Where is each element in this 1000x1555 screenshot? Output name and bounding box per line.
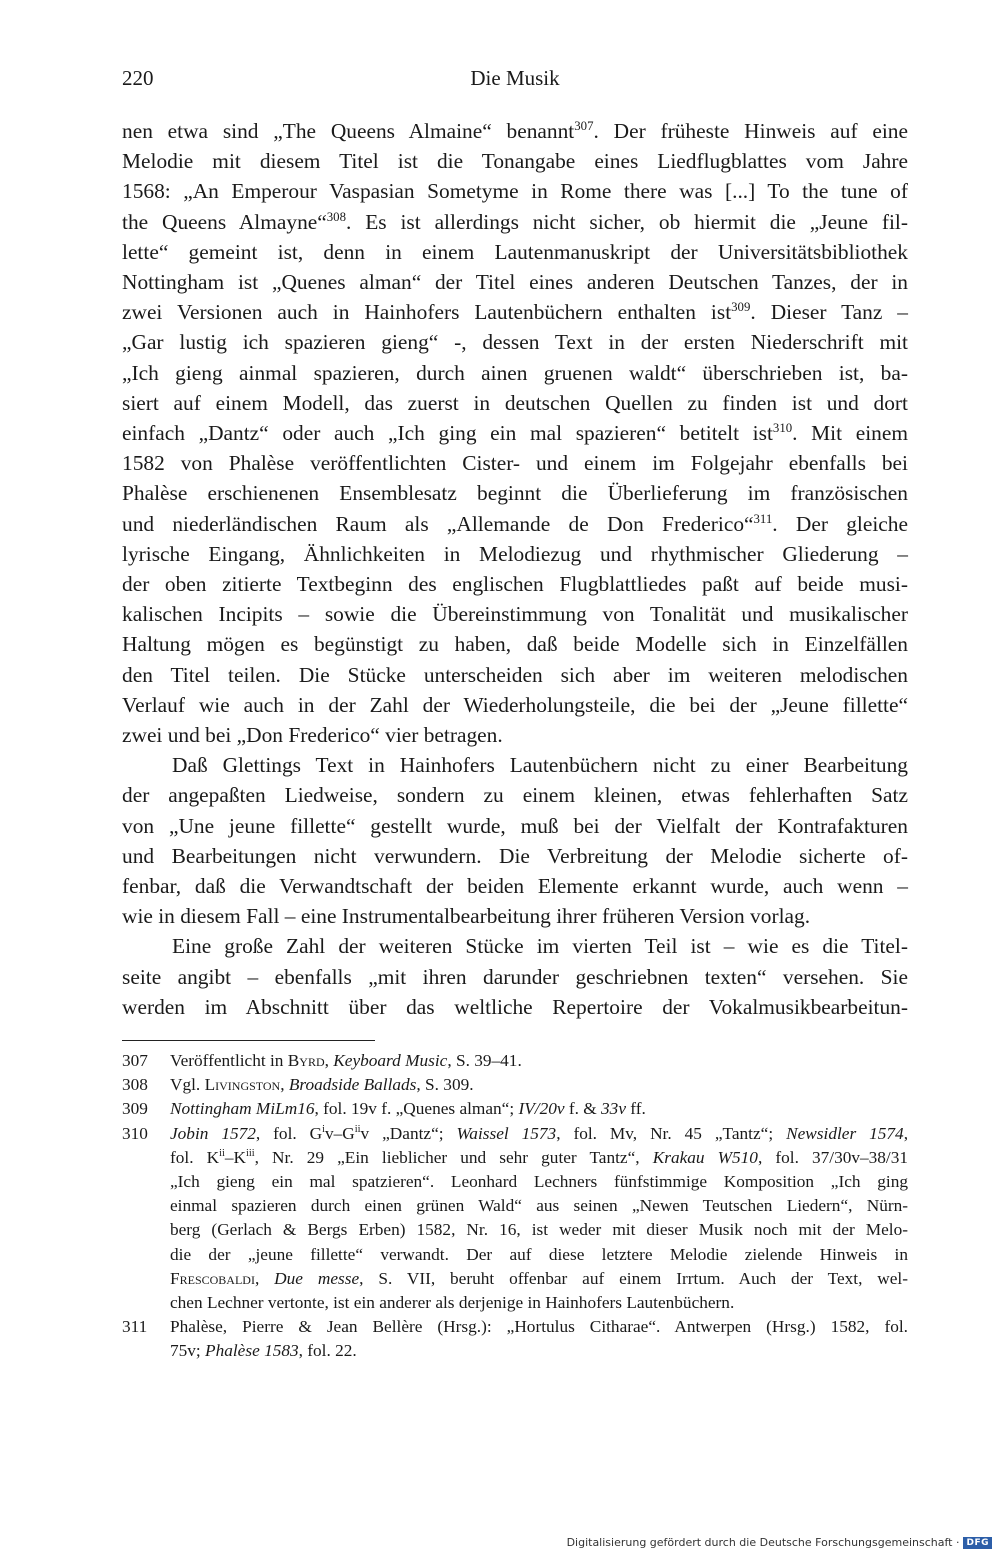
paragraph-2 [122,750,908,931]
text-line: Verlauf wie auch in der Zahl der Wiederholungsteile, die bei der „Jeune fillette“ [122,692,908,717]
footnote-line: fol. $K^{ii}-K^{iii}$, Nr. 29 „Ein lieblicher und sehr guter Tantz“, Krakau W510, fol. 37/30v–38/31 [170,1147,908,1167]
text-line: Eine große Zahl der weiteren Stücke im vierten Teil ist – wie es die Titel- [172,934,908,959]
text-line: siert auf einem Modell, das zuerst in deutschen Quellen zu finden ist und dort [122,390,908,415]
footnote-309 [122,1097,908,1121]
footnote-text [170,1315,908,1363]
credit-text: Digitalisierung gefördert durch die Deutsche Forschungsgemeinschaft · [566,1536,960,1549]
footnote-text: Veröffentlicht in Byrd, Keyboard Music, S. 39–41. [170,1051,522,1070]
footnote-line: „Ich gieng ein mal spatzieren“. Leonhard Lechners fünfstimmige Komposition „Ich ging [170,1172,908,1192]
text-line: werden im Abschnitt über das weltliche Repertoire der Vokalmusikbearbeitun- [122,994,908,1019]
paragraph-1 [122,116,908,750]
footnote-separator [122,1040,375,1041]
footnote-number: 310 [122,1123,148,1143]
text-line: „Gar lustig ich spazieren gieng“ -, dessen Text in der ersten Niederschrift mit [122,330,908,355]
text-line: Melodie mit diesem Titel ist die Tonangabe eines Liedflugblattes vom Jahre [122,149,908,174]
text-line: 1568: „An Emperour Vaspasian Sometyme in Rome there was [...] To the tune of [122,179,908,204]
footnote-line: chen Lechner vertonte, ist ein anderer als derjenige in Hainhofers Lautenbüchern. [170,1293,735,1313]
footnote-308 [122,1073,908,1097]
text-line: nen etwa sind „The Queens Almaine“ benannt$^{307}$. Der früheste Hinweis auf eine [122,118,908,143]
footnote-number: 307 [122,1051,148,1070]
footnote-310 [122,1122,908,1316]
footnote-line: berg (Gerlach & Bergs Erben) 1582, Nr. 16, ist weder mit dieser Musik noch mit der Melo- [170,1220,908,1240]
text-line: Haltung mögen es begünstigt zu haben, daß beide Modelle sich in Einzelfällen [122,632,908,657]
text-line: seite angibt – ebenfalls „mit ihren darunder geschriebnen texten“ versehen. Sie [122,964,908,989]
footnote-line: Phalèse, Pierre & Jean Bellère (Hrsg.): „Hortulus Citharae“. Antwerpen (Hrsg.) 1582, fol. [170,1317,908,1337]
paragraph-3 [122,931,908,1022]
footnote-number: 311 [122,1317,148,1337]
text-line: zwei Versionen auch in Hainhofers Lautenbüchern enthalten ist$^{309}$. Dieser Tanz – [122,300,908,325]
text-line: lette“ gemeint ist, denn in einem Lautenmanuskript der Universitätsbibliothek [122,239,908,264]
footnote-number: 308 [122,1075,148,1095]
footnotes [122,1049,908,1364]
text-line: Daß Glettings Text in Hainhofers Lautenbüchern nicht zu einer Bearbeitung [172,753,908,778]
text-line: und niederländischen Raum als „Allemande de Don Frederico“$^{311}$. Der gleiche [122,511,908,536]
text-line: wie in diesem Fall – eine Instrumentalbearbeitung ihrer früheren Version vorlag. [122,904,811,929]
footnote-line: Frescobaldi, Due messe, S. VII, beruht offenbar auf einem Irrtum. Auch der Text, wel- [170,1268,908,1288]
text-line: der angepaßten Liedweise, sondern zu einem kleinen, etwas fehlerhaften Satz [122,783,908,808]
footnote-text [170,1122,908,1316]
text-line: den Titel teilen. Die Stücke unterscheiden sich aber im weiteren melodischen [122,662,908,687]
text-line: der oben zitierte Textbeginn des englischen Flugblattliedes paßt auf beide musi- [122,572,908,597]
footnote-ref-310[interactable]: 310 [772,420,793,435]
text-line: von „Une jeune fillette“ gestellt wurde, muß bei der Vielfalt der Kontrafakturen [122,813,908,838]
footnote-line: einmal spazieren durch einen grünen Wald“ aus seinen „Newen Teutschen Liedern“, Nürn- [170,1196,908,1216]
footnote-307 [122,1049,908,1073]
footnote-ref-311[interactable]: 311 [753,511,773,526]
text-line: Phalèse erschienenen Ensemblesatz beginnt die Überlieferung im französischen [122,481,908,506]
footnote-line: 75v; Phalèse 1583, fol. 22. [170,1341,357,1361]
footnote-line: Jobin 1572, fol. $G^iv-G^{ii}v$ „Dantz“; Waissel 1573, fol. Mv, Nr. 45 „Tantz“; Newsidler 1574, [170,1123,909,1143]
footnote-ref-308[interactable]: 308 [326,209,346,224]
text-line: „Ich gieng ainmal spazieren, durch ainen gruenen waldt“ überschrieben ist, ba- [122,360,908,385]
running-title: Die Musik [470,66,560,90]
text-line: fenbar, daß die Verwandtschaft der beiden Elemente erkannt wurde, auch wenn – [122,874,908,899]
footnote-ref-307[interactable]: 307 [574,118,594,133]
text-line: und Bearbeitungen nicht verwundern. Die Verbreitung der Melodie sicherte of- [122,843,908,868]
footnote-line: die der „jeune fillette“ verwandt. Der auf diese letztere Melodie zielende Hinweis in [170,1244,908,1264]
text-line: the Queens Almayne“$^{308}$. Es ist allerdings nicht sicher, ob hiermit die „Jeune fil- [122,209,908,234]
text-line: einfach „Dantz“ oder auch „Ich ging ein mal spazieren“ betitelt ist$^{310}$. Mit einem [122,420,908,446]
footnote-ref-309[interactable]: 309 [731,300,751,315]
text-line: kalischen Incipits – sowie die Übereinstimmung von Tonalität und musikalischer [122,602,908,627]
footnote-number: 309 [122,1099,148,1119]
text-line: lyrische Eingang, Ähnlichkeiten in Melodiezug und rhythmischer Gliederung – [122,541,908,566]
footnote-text: Nottingham MiLm16, fol. 19v f. „Quenes alman“; IV/20v f. & 33v ff. [170,1099,646,1119]
text-line: zwei und bei „Don Frederico“ vier betragen. [122,723,503,748]
digitization-credit [567,1536,992,1549]
page-number: 220 [122,66,154,90]
footnote-311 [122,1315,908,1363]
dfg-logo: DFG [963,1537,992,1549]
main-text [122,116,908,1022]
text-line: 1582 von Phalèse veröffentlichten Cister- und einem im Folgejahr ebenfalls bei [122,451,908,476]
text-line: Nottingham ist „Quenes alman“ der Titel eines anderen Deutschen Tanzes, der in [122,270,908,295]
footnote-text: Vgl. Livingston, Broadside Ballads, S. 309. [170,1075,474,1095]
page-header [122,66,908,96]
